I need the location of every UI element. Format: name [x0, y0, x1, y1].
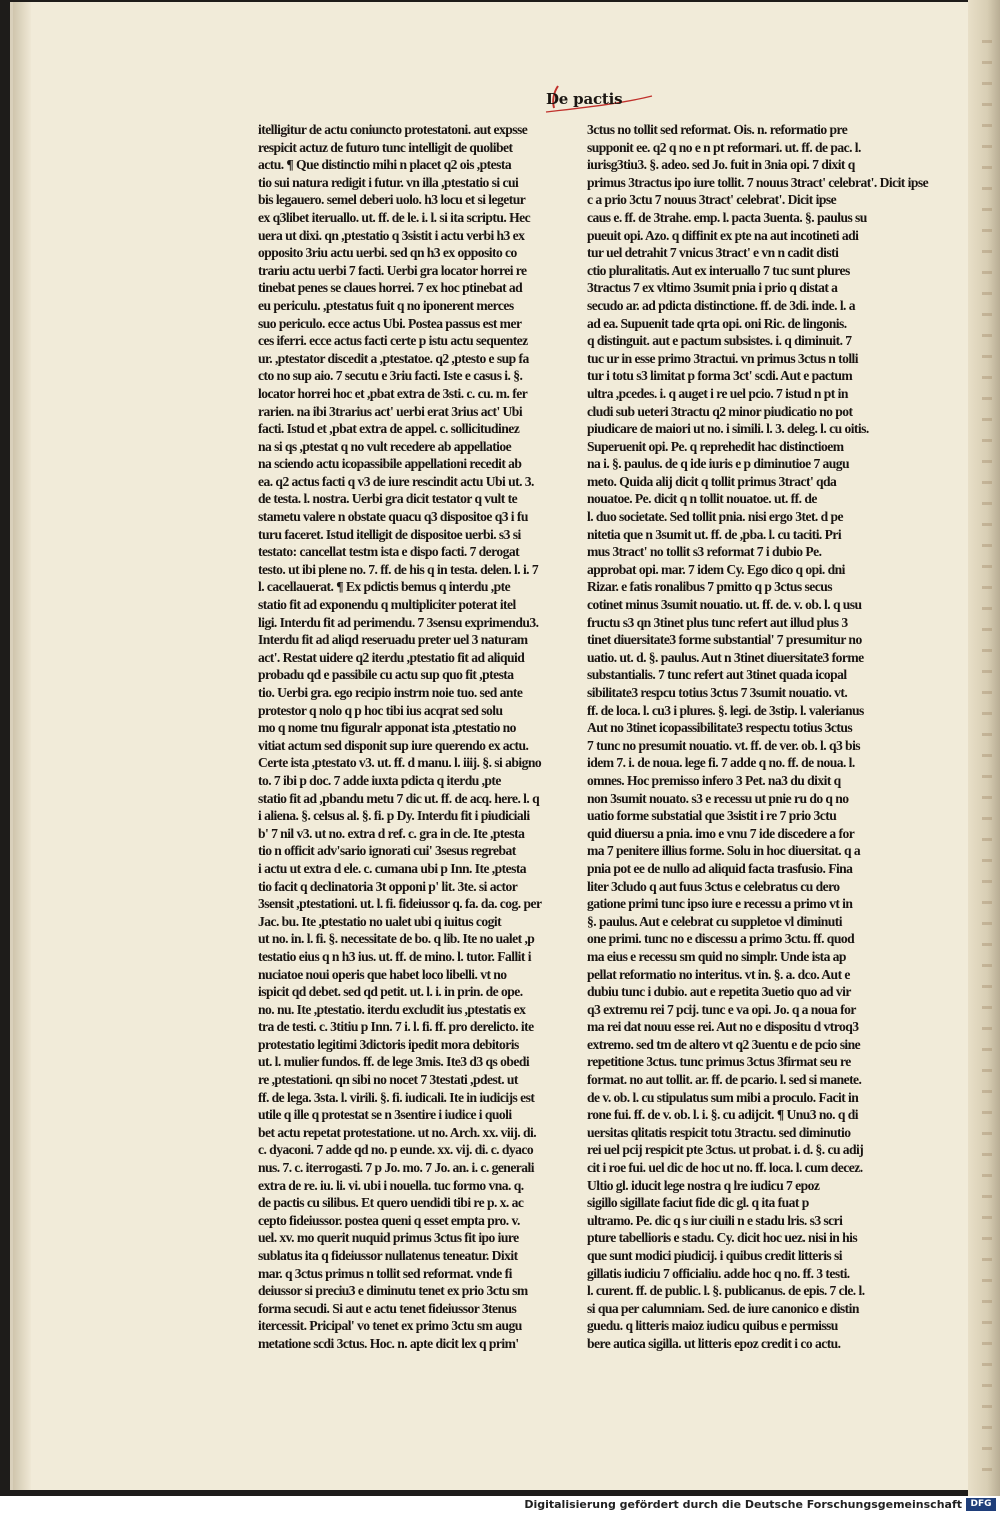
text-line: que sunt modici piudicij. i quibus credit litteris si — [587, 1248, 842, 1263]
text-line: pnia pot ee de nullo ad aliquid facta trasfusio. Fina — [587, 860, 853, 876]
text-line: suo periculo. ecce actus Ubi. Postea passus est mer — [258, 315, 522, 331]
text-line: na si qs ,ptestat q no vult recedere ab appellatioe — [258, 438, 512, 454]
text-line: bet actu repetat protestatione. ut no. Arch. xx. viij. di. — [258, 1124, 537, 1140]
text-line: idem 7. i. de noua. lege fi. 7 adde q no. ff. de noua. l. — [587, 755, 855, 771]
text-line: nuciatoe noui operis que habet loco libelli. vt no — [258, 966, 507, 982]
text-line: primus 3tractus ipo iure tollit. 7 nouus 3tract' celebrat'. Dicit ipse — [587, 174, 929, 190]
text-line: gatione primi tunc ipso iure e recessu a primo vt in — [587, 896, 853, 912]
text-line: nus. 7. c. iterrogasti. 7 p Jo. mo. 7 Jo. an. i. c. generali — [258, 1160, 534, 1176]
text-line: b' 7 nil v3. ut no. extra d ref. c. gra in cle. Ite ,ptesta — [258, 825, 525, 841]
text-line: bere autica sigilla. ut litteris epoz credit i co actu. — [587, 1335, 841, 1351]
text-line: mo q nome tnu figuralr apponat ista ,ptestatio no — [258, 720, 516, 736]
text-line: extra de re. iu. li. vi. ubi i nouella. tuc formo vna. q. — [258, 1177, 524, 1193]
text-line: metatione scdi 3ctus. Hoc. n. apte dicit lex q prim' — [258, 1335, 519, 1351]
text-line: fructu s3 qn 3tinet plus tunc refert aut illud plus 3 — [587, 614, 848, 630]
text-line: pueuit opi. Azo. q diffinit ex pte na aut incotineti adi — [587, 227, 859, 243]
right-column — [587, 121, 929, 1353]
text-line: repetitione 3ctus. tunc primus 3ctus 3firmat seu re — [587, 1054, 851, 1070]
text-line: ultra ,pcedes. i. q auget i re uel pcio. 7 istud n pt in — [587, 385, 848, 401]
text-line: uatio forme substatial que 3sistit i re 7 prio 3ctu — [587, 808, 837, 824]
text-line: non 3sumit nouato. s3 e recessu ut pnie ru do q no — [587, 790, 849, 806]
text-line: tinebat penes se claues horrei. 7 ex hoc ptinebat ad — [258, 280, 523, 296]
text-line: si qua per calumniam. Sed. de iure canonico e distin — [587, 1300, 859, 1316]
text-line: ut. l. mulier fundos. ff. de lege 3mis. Ite3 d3 qs obedi — [258, 1054, 530, 1070]
text-line: Certe ista ,ptestato v3. ut. ff. d manu. l. iiij. §. si abigno — [258, 755, 542, 771]
text-line: locator horrei hoc et ,pbat extra de 3sti. c. cu. m. fer — [258, 385, 528, 401]
text-line: ma 7 penitere illius forme. Solu in hoc diuersitat. q a — [587, 843, 861, 859]
text-line: ea. q2 actus facti q v3 de iure rescindit actu Ubi ut. 3. — [258, 473, 534, 489]
fore-edge-marks — [982, 40, 992, 1480]
text-line: ispicit qd debet. sed qd petit. ut. l. i. in prin. de ope. — [258, 984, 523, 1000]
text-line: ctio pluralitatis. Aut ex interuallo 7 tuc sunt plures — [587, 262, 850, 278]
text-line: §. paulus. Aut e celebrat cu suppletoe vl diminuti — [587, 913, 842, 929]
text-line: tio. Uerbi gra. ego recipio instrm noie tuo. sed ante — [258, 685, 523, 700]
text-line: de pactis cu silibus. Et quero uendidi tibi re p. x. ac — [258, 1195, 524, 1211]
page-fore-edge — [968, 0, 1000, 1496]
text-line: mus 3tract' no tollit s3 reformat 7 i dubio Pe. — [587, 544, 822, 560]
text-line: format. no aut tollit. ar. ff. de pcario. l. sed si manete. — [587, 1072, 862, 1088]
text-line: na i. §. paulus. de q ide iuris e p diminutioe 7 augu — [587, 456, 850, 472]
text-line: ut no. in. l. fi. §. necessitate de bo. q lib. Ite no ualet ,p — [258, 931, 535, 947]
text-line: forma secudi. Si aut e actu tenet fideiussor 3tenus — [258, 1300, 517, 1316]
text-line: testo. ut ibi plene no. 7. ff. de his q in testa. delen. l. i. 7 — [258, 561, 539, 577]
text-line: uera ut dixi. qn ,ptestatio q 3sistit i actu verbi h3 ex — [258, 227, 525, 243]
text-line: tur i totu s3 limitat p forma 3ct' scdi. Aut e pactum — [587, 368, 853, 384]
text-line: tio n officit adv'sario ignorati cui' 3sesus regrebat — [258, 843, 516, 859]
text-line: gillatis iudiciu 7 officialiu. adde hoc q no. ff. 3 testi. — [587, 1265, 850, 1281]
text-line: ex q3libet iteruallo. ut. ff. de le. i. l. si ita scriptu. Hec — [258, 209, 531, 225]
text-line: Ultio gl. iducit lege nostra q lre iudicu 7 epoz — [587, 1177, 820, 1193]
text-line: de testa. l. nostra. Uerbi gra dicit testator q vult te — [258, 491, 518, 507]
text-line: ma rei dat nouu esse rei. Aut no e dispositu d vtroq3 — [587, 1019, 859, 1035]
text-line: pture tabellioris e stadu. Cy. dicit hoc uez. nisi in his — [587, 1230, 858, 1246]
text-line: tio facit q declinatoria 3t opponi p' lit. 3te. si actor — [258, 878, 518, 894]
text-line: de v. ob. l. cu stipulatus sum mibi a proculo. Facit in — [587, 1089, 859, 1105]
text-line: nitetia que n 3sumit ut. ff. de ,pba. l. cu taciti. Pri — [587, 526, 842, 542]
text-line: Superuenit opi. Pe. q reprehedit hac distinctioem — [587, 438, 844, 454]
text-line: ligi. Interdu fit ad perimendu. 7 3sensu exprimendu3. — [258, 614, 539, 630]
text-line: ff. de lega. 3sta. l. virili. §. fi. iudicali. Ite in iudicijs est — [258, 1089, 535, 1105]
text-line: itercessit. Pricipal' vo tenet ex primo 3ctu sm augu — [258, 1318, 522, 1334]
text-line: nouatoe. Pe. dicit q n tollit nouatoe. ut. ff. de — [587, 491, 817, 507]
text-line: opposito 3riu actu uerbi. sed qn h3 ex opposito co — [258, 245, 517, 261]
text-line: tur uel detrahit 7 vnicus 3tract' e vn n cadit disti — [587, 245, 839, 261]
text-line: sibilitate3 respcu totius 3ctus 7 3sumit nouatio. vt. — [587, 685, 848, 700]
left-column — [258, 121, 584, 1353]
text-line: turu faceret. Istud itelligit de dispositoe uerbi. s3 si — [258, 526, 521, 542]
text-line: 3sensit ,ptestationi. ut. l. fi. fideiussor q. fa. da. cog. per — [258, 896, 542, 912]
text-line: rarien. na ibi 3trarius act' uerbi erat 3rius act' Ubi — [258, 403, 523, 419]
text-line: pellat reformatio no interitus. vt in. §. a. dco. Aut e — [587, 966, 850, 982]
text-line: 7 tunc no presumit nouatio. vt. ff. de ver. ob. l. q3 bis — [587, 737, 861, 753]
text-line: one primi. tunc no e discessu a primo 3ctu. ff. quod — [587, 931, 855, 947]
text-line: stametu valere n obstate quacu q3 dispositoe q3 i fu — [258, 509, 528, 525]
text-line: ad ea. Supuenit tade qrta opi. oni Ric. de lingonis. — [587, 315, 847, 331]
text-line: guedu. q litteris maioz iudicu quibus e permissu — [587, 1318, 838, 1334]
text-line: utile q ille q protestat se n 3sentire i iudice i quoli — [258, 1107, 512, 1123]
text-line: actu. ¶ Que distinctio mihi n placet q2 ois ,ptesta — [258, 157, 512, 173]
text-line: statio fit ad ,pbandu metu 7 dic ut. ff. de acq. here. l. q — [258, 790, 540, 806]
text-line: Aut no 3tinet icopassibilitate3 respectu totius 3ctus — [587, 720, 853, 736]
text-line: cit i roe fui. uel dic de hoc ut no. ff. loca. l. cum decez. — [587, 1160, 863, 1176]
text-line: q distinguit. aut e pactum subsistes. i. q diminuit. 7 — [587, 333, 852, 349]
text-line: ff. de loca. l. cu3 i plures. §. legi. de 3stip. l. valerianus — [587, 702, 864, 718]
text-line: ultramo. Pe. dic q s iur ciuili n e stadu lris. s3 scri — [587, 1212, 843, 1228]
text-line: cotinet minus 3sumit nouatio. ut. ff. de. v. ob. l. q usu — [587, 597, 862, 613]
text-line: l. curent. ff. de public. l. §. publicanus. de epis. 7 cle. l. — [587, 1283, 865, 1299]
text-line: sublatus ita q fideiussor nullatenus teneatur. Dixit — [258, 1248, 518, 1263]
text-line: iurisg3tiu3. §. adeo. sed Jo. fuit in 3nia opi. 7 dixit q — [587, 157, 855, 173]
text-line: uatio. ut. d. §. paulus. Aut n 3tinet diuersitate3 forme — [587, 649, 864, 665]
text-line: cepto fideiussor. postea queni q esset empta pro. v. — [258, 1212, 520, 1228]
text-line: facti. Istud et ,pbat extra de appel. c. sollicitudinez — [258, 421, 520, 437]
text-line: deiussor si preciu3 e diminutu tenet ex prio 3ctu sm — [258, 1283, 528, 1299]
text-line: na sciendo actu icopassibile appellationi recedit ab — [258, 456, 522, 472]
text-line: respicit actuz de futuro tunc intelligit de quolibet — [258, 139, 513, 155]
text-line: itelligitur de actu coniuncto protestatoni. aut expsse — [258, 122, 528, 137]
text-line: Jac. bu. Ite ,ptestatio no ualet ubi q iuitus cogit — [258, 913, 502, 929]
text-line: trariu actu uerbi 7 facti. Uerbi gra locator horrei re — [258, 262, 527, 278]
text-line: testatio eius q n h3 ius. ut. ff. de mino. l. tutor. Fallit i — [258, 948, 531, 964]
text-line: probadu qd e passibile cu actu sup quo fit ,ptesta — [258, 667, 514, 683]
text-line: c. dyaconi. 7 adde qd no. p eunde. xx. vij. di. c. dyaco — [258, 1142, 534, 1158]
text-line: act'. Restat uidere q2 iterdu ,ptestatio fit ad aliquid — [258, 649, 525, 665]
text-line: mar. q 3ctus primus n tollit sed reformat. vnde fi — [258, 1265, 512, 1281]
text-line: rei uel pcij respicit pte 3ctus. ut probat. i. d. §. cu adij — [587, 1142, 864, 1158]
text-line: tinet diuersitate3 forme substantial' 7 presumitur no — [587, 632, 862, 648]
text-line: i aliena. §. celsus al. §. fi. p Dy. Interdu fit i piudiciali — [258, 808, 530, 824]
text-line: uel. xv. mo querit nuquid primus 3ctus fit ipo iure — [258, 1230, 519, 1246]
text-line: rone fui. ff. de v. ob. l. i. §. cu adijcit. ¶ Unu3 no. q di — [587, 1107, 858, 1123]
text-line: omnes. Hoc premisso infero 3 Pet. na3 du dixit q — [587, 772, 841, 788]
text-line: Interdu fit ad aliqd reseruadu preter uel 3 naturam — [258, 632, 528, 648]
text-line: 3ctus no tollit sed reformat. Ois. n. reformatio pre — [587, 122, 848, 137]
text-line: substantialis. 7 tunc refert aut 3tinet quada icopal — [587, 667, 847, 683]
text-line: statio fit ad exponendu q multipliciter poterat itel — [258, 597, 516, 613]
footer-bar — [0, 1496, 1000, 1514]
text-line: ur. ,ptestator discedit a ,ptestatoe. q2 ,ptesto e sup fa — [258, 350, 529, 366]
text-line: c a prio 3ctu 7 nouus 3tract' celebrat'. Dicit ipse — [587, 192, 837, 208]
text-line: cto no sup aio. 7 secutu e 3riu facti. Iste e casus i. §. — [258, 368, 523, 384]
funding-credit: Digitalisierung gefördert durch die Deutsche Forschungsgemeinschaft — [524, 1498, 962, 1511]
text-line: dubiu tunc i dubio. aut e repetita 3uetio quo ad vir — [587, 984, 851, 1000]
text-line: Rizar. e fatis ronalibus 7 pmitto q p 3ctus secus — [587, 579, 832, 595]
text-line: sigillo sigillate faciut fide dic gl. q ita fuat p — [587, 1195, 809, 1211]
text-line: caus e. ff. de 3trahe. emp. l. pacta 3uenta. §. paulus su — [587, 209, 867, 225]
text-line: i actu ut extra d ele. c. cumana ubi p Inn. Ite ,ptesta — [258, 860, 527, 876]
text-line: l. cacellauerat. ¶ Ex pdictis bemus q interdu ,pte — [258, 579, 511, 595]
text-line: tra de testi. c. 3titiu p Inn. 7 i. l. fi. ff. pro derelicto. ite — [258, 1019, 534, 1035]
text-line: bis legauero. semel deberi uolo. h3 locu et si legetur — [258, 192, 526, 208]
text-line: testato: cancellat testm ista e dispo facti. 7 derogat — [258, 544, 520, 560]
text-line: ces iferri. ecce actus facti certe p istu actu sequentez — [258, 333, 528, 349]
text-line: quid diuersu a pnia. imo e vnu 7 ide discedere a for — [587, 825, 855, 841]
text-line: cludi sub ueteri 3tractu q2 minor piudicatio no pot — [587, 403, 853, 419]
text-line: to. 7 ibi p doc. 7 adde iuxta pdicta q iterdu ,pte — [258, 772, 501, 788]
text-line: meto. Quida alij dicit q tollit primus 3tract' qda — [587, 473, 837, 489]
text-line: vitiat actum sed disponit sup iure querendo ex actu. — [258, 737, 529, 753]
dfg-logo: DFG — [966, 1498, 996, 1511]
text-line: re ,ptestationi. qn sibi no nocet 7 3testati ,pdest. ut — [258, 1072, 518, 1088]
text-line: protestatio legitimi 3dictoris ipedit mora debitoris — [258, 1036, 519, 1052]
text-line: liter 3cludo q aut fuus 3ctus e celebratus cu dero — [587, 878, 840, 894]
text-line: l. duo societate. Sed tollit pnia. nisi ergo 3tet. d pe — [587, 509, 843, 525]
page-header: De pactis — [546, 90, 623, 108]
text-line: eu periculu. ,ptestatus fuit q no iponerent merces — [258, 297, 514, 313]
text-line: q3 extremu rei 7 pcij. tunc e va opi. Jo. q a noua for — [587, 1001, 856, 1017]
text-line: supponit ee. q2 q no e n pt reformari. ut. ff. de pac. l. — [587, 139, 861, 155]
text-line: uersitas qlitatis respicit totu 3tractu. sed diminutio — [587, 1124, 851, 1140]
text-line: approbat opi. mar. 7 idem Cy. Ego dico q opi. dni — [587, 561, 845, 577]
text-line: tuc ur in esse primo 3tractui. vn primus 3ctus n tolli — [587, 350, 859, 366]
text-line: ma eius e recessu sm quid no simplr. Unde ista ap — [587, 948, 846, 964]
text-line: tio sui natura redigit i futur. vn illa ,ptestatio si cui — [258, 174, 519, 190]
text-line: extremo. sed tm de altero vt q2 3uentu e de pcio sine — [587, 1036, 861, 1052]
text-line: secudo ar. ad pdicta distinctione. ff. de 3di. inde. l. a — [587, 297, 855, 313]
text-line: piudicare de maiori ut no. i simili. l. 3. deleg. l. cu oitis. — [587, 421, 869, 437]
text-line: no. nu. Ite ,ptestatio. iterdu excludit ius ,ptestatis ex — [258, 1001, 526, 1017]
text-line: 3tractus 7 ex vltimo 3sumit pnia i prio q distat a — [587, 280, 838, 296]
text-line: protestor q nolo q p hoc tibi ius acqrat sed solu — [258, 702, 503, 718]
